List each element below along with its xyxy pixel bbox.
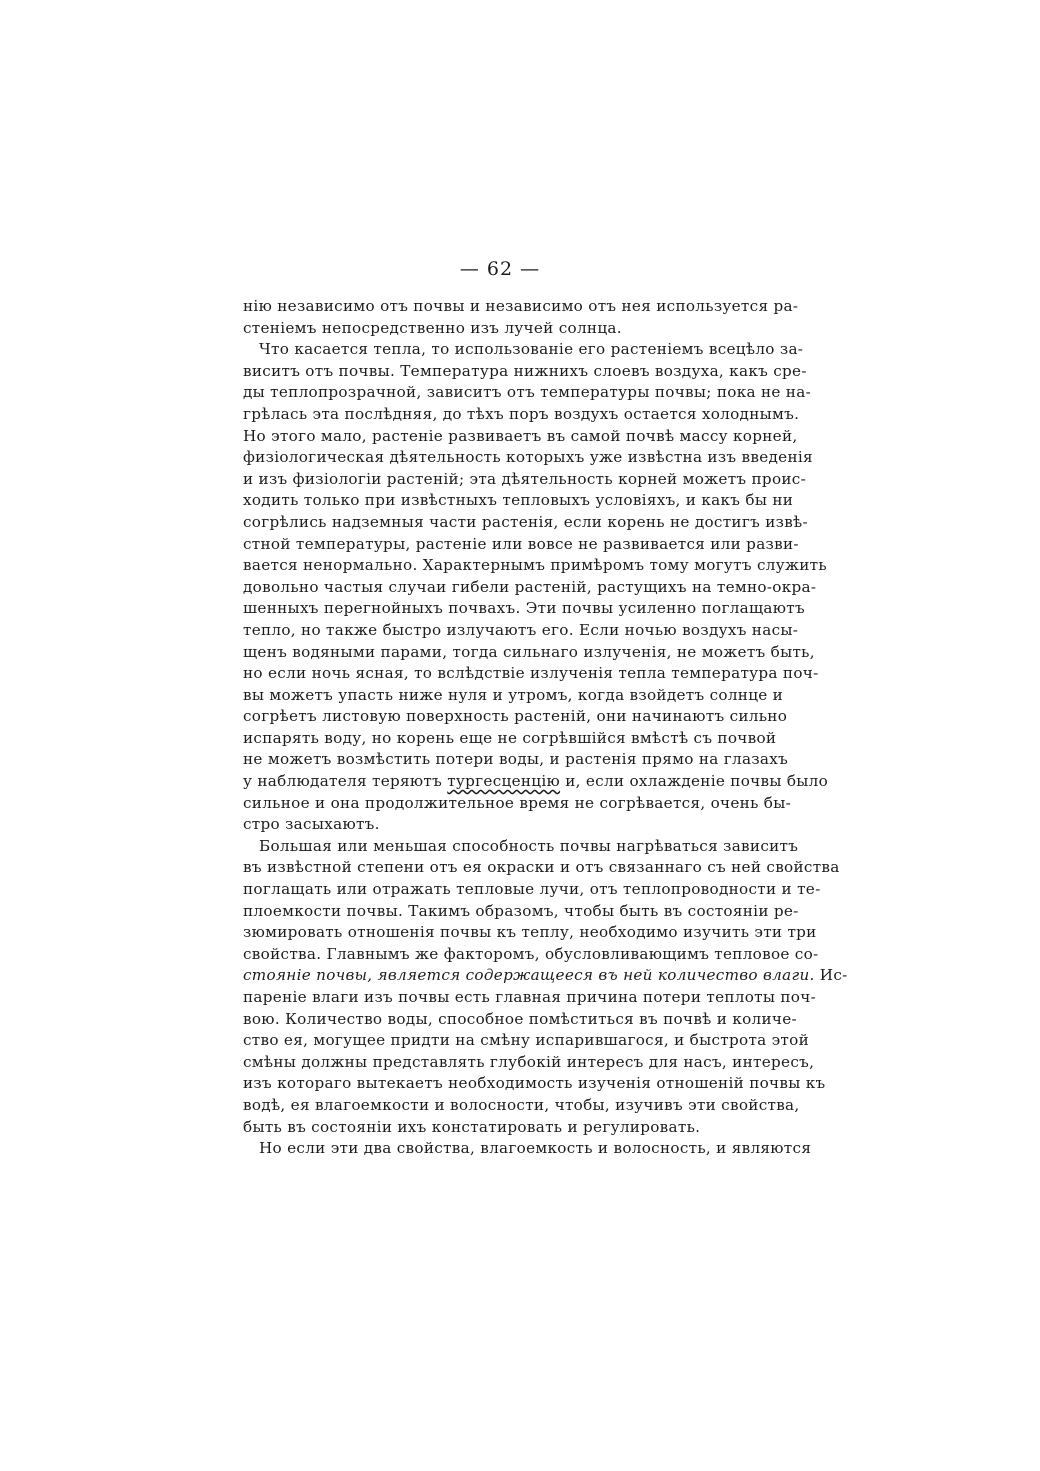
text-line: грѣлась эта послѣдняя, до тѣхъ поръ воздухъ остается холоднымъ.	[243, 404, 800, 423]
text-line: смѣны должны представлять глубокій интересъ для насъ, интересъ,	[243, 1052, 815, 1071]
text-line: Что касается тепла, то использованіе его растеніемъ всецѣло за-	[259, 340, 804, 359]
text-line: быть въ состояніи ихъ констатировать и регулировать.	[243, 1117, 701, 1136]
text-line-emphasis	[243, 965, 848, 987]
text-line: ство ея, могущее придти на смѣну испарившагося, и быстрота этой	[243, 1031, 809, 1050]
text-segment: и, если охлажденіе почвы было	[560, 772, 829, 791]
text-line: щенъ водяными парами, тогда сильнаго излученія, не можетъ быть,	[243, 642, 815, 661]
underlined-word: тургесценцію	[447, 772, 561, 791]
page-number: — 62 —	[459, 258, 541, 280]
text-line: водѣ, ея влагоемкости и волосности, чтобы, изучивъ эти свойства,	[243, 1095, 800, 1114]
text-line: физіологическая дѣятельность которыхъ уже извѣстна изъ введенія	[243, 448, 813, 467]
text-segment: у наблюдателя теряютъ	[243, 772, 448, 791]
text-line: и изъ физіологіи растеній; эта дѣятельность корней можетъ проис-	[243, 469, 807, 488]
text-line: согрѣлись надземныя части растенія, если корень не достигъ извѣ-	[243, 512, 808, 531]
text-segment: Ис-	[814, 966, 848, 985]
text-line: тепло, но также быстро излучаютъ его. Если ночью воздухъ насы-	[243, 620, 799, 639]
text-line: вы можетъ упасть ниже нуля и утромъ, когда взойдетъ солнце и	[243, 685, 784, 704]
text-line: въ извѣстной степени отъ ея окраски и отъ связаннаго съ ней свойства	[243, 858, 840, 877]
text-line: зюмировать отношенія почвы къ теплу, необходимо изучить эти три	[243, 923, 817, 942]
text-line: вою. Количество воды, способное помѣститься въ почвѣ и количе-	[243, 1009, 797, 1028]
text-line: Но если эти два свойства, влагоемкость и волосность, и являются	[259, 1139, 812, 1158]
text-line: поглащать или отражать тепловые лучи, отъ теплопроводности и те-	[243, 880, 821, 899]
text-line: свойства. Главнымъ же факторомъ, обусловливающимъ тепловое со-	[243, 944, 819, 963]
text-line-underlined	[243, 771, 829, 793]
text-line: но если ночь ясная, то вслѣдствіе излученія тепла температура поч-	[243, 664, 819, 683]
text-line: не можетъ возмѣстить потери воды, и растенія прямо на глазахъ	[243, 750, 789, 769]
emphasized-text: стояніе почвы, является содержащееся въ ней количество влаги.	[243, 966, 815, 985]
text-line: виситъ отъ почвы. Температура нижнихъ слоевъ воздуха, какъ сре-	[243, 361, 807, 380]
text-line: пареніе влаги изъ почвы есть главная причина потери теплоты поч-	[243, 988, 817, 1006]
text-line: изъ котораго вытекаетъ необходимость изученія отношеній почвы къ	[243, 1074, 826, 1093]
text-line: Но этого мало, растеніе развиваетъ въ самой почвѣ массу корней,	[243, 426, 798, 445]
text-line: стеніемъ непосредственно изъ лучей солнца.	[243, 318, 622, 337]
text-line: Большая или меньшая способность почвы нагрѣваться зависитъ	[259, 836, 799, 855]
text-line: стной температуры, растеніе или вовсе не развивается или разви-	[243, 534, 799, 553]
text-line: ходить только при извѣстныхъ тепловыхъ условіяхъ, и какъ бы ни	[243, 491, 794, 510]
text-line: сильное и она продолжительное время не согрѣвается, очень бы-	[243, 793, 792, 812]
text-line: нію независимо отъ почвы и независимо отъ нея используется ра-	[243, 297, 799, 315]
text-line: шенныхъ перегнойныхъ почвахъ. Эти почвы усиленно поглащаютъ	[243, 599, 805, 618]
text-line: плоемкости почвы. Такимъ образомъ, чтобы быть въ состояніи ре-	[243, 901, 799, 920]
text-line: ды теплопрозрачной, зависитъ отъ температуры почвы; пока не на-	[243, 383, 812, 402]
text-line: вается ненормально. Характернымъ примѣромъ тому могутъ служить	[243, 556, 827, 575]
body-text	[243, 296, 848, 1160]
text-line: согрѣетъ листовую поверхность растеній, они начинаютъ сильно	[243, 707, 788, 726]
text-line: испарять воду, но корень еще не согрѣвшійся вмѣстѣ съ почвой	[243, 728, 777, 747]
text-line: стро засыхаютъ.	[243, 815, 380, 834]
text-line: довольно частыя случаи гибели растеній, растущихъ на темно-окра-	[243, 577, 817, 596]
